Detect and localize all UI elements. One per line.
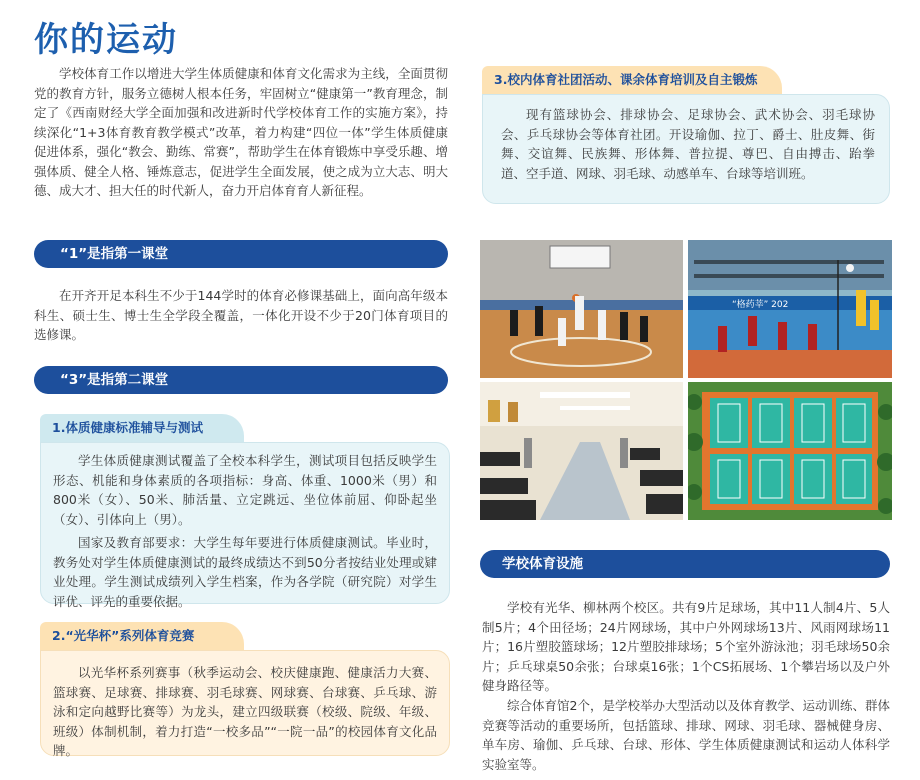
section-three-heading: “3”是指第二课堂: [34, 366, 448, 394]
sub2-heading: 2.“光华杯”系列体育竞赛: [40, 622, 244, 650]
facilities-paragraph-1: 学校有光华、柳林两个校区。共有9片足球场，其中11人制4片、5人制5片；4个田径场；24片网球场，其中户外网球场13片、风雨网球场11片；16片塑胶篮球场；12片塑胶排球场；5个室外游泳池；羽毛球场50余片；乒乓球桌50余张；台球桌16张；1个CS拓展场、1个攀岩场以及户外健身路径等。: [482, 600, 890, 693]
sub2-paragraph-1: 以光华杯系列赛事（秋季运动会、校庆健康跑、健康活力大赛、篮球赛、足球赛、排球赛、羽毛球赛、网球赛、台球赛、乒乓球、游泳和定向越野比赛等）为龙头，建立四级联赛（校级、院级、年级、班级）体制机制，着力打造“一校多品”“一院一品”的校园体育文化品牌。: [53, 665, 437, 758]
page-title: 你的运动: [34, 20, 178, 60]
section-one-heading: “1”是指第一课堂: [34, 240, 448, 268]
basketball-photo: [480, 240, 683, 378]
sub3-paragraph-1: 现有篮球协会、排球协会、足球协会、武术协会、羽毛球协会、乒乓球协会等体育社团。开设瑜伽、拉丁、爵士、肚皮舞、街舞、交谊舞、民族舞、形体舞、普拉提、尊巴、自由搏击、跆拳道、空手道、网球、羽毛球、动感单车、台球等培训班。: [501, 107, 875, 181]
section-one-text: 在开齐开足本科生不少于144学时的体育必修课基础上，面向高年级本科生、硕士生、博士生全学段全覆盖，一体化开设不少于20门体育项目的选修课。: [34, 288, 448, 342]
sub1-box: [40, 442, 450, 609]
sub3-box: [482, 94, 890, 204]
sub1-paragraph-1: 学生体质健康测试覆盖了全校本科学生，测试项目包括反映学生形态、机能和身体素质的各项指标：身高、体重、1000米（男）和800米（女）、50米、肺活量、立定跳远、坐位体前屈、仰卧起坐（女）、引体向上（男）。: [53, 453, 437, 527]
gym-photo: [480, 382, 683, 520]
sub1-heading: 1.体质健康标准辅导与测试: [40, 414, 244, 442]
volleyball-banner-text: “格药莘” 202: [732, 300, 789, 310]
sub2-box: [40, 650, 450, 756]
facilities-heading: 学校体育设施: [480, 550, 890, 578]
sub1-paragraph-2: 国家及教育部要求：大学生每年要进行体质健康测试。毕业时，教务处对学生体质健康测试的最终成绩达不到50分者按结业处理或肄业处理。学生测试成绩列入学生档案，作为各学院（研究院）对学生评优、评先的重要依据。: [53, 535, 437, 609]
sub3-heading: 3.校内体育社团活动、课余体育培训及自主锻炼: [482, 66, 782, 94]
facilities-paragraph-2: 综合体育馆2个，是学校举办大型活动以及体育教学、运动训练、群体竞赛等活动的重要场所，包括篮球、排球、网球、羽毛球、器械健身房、单车房、瑜伽、乒乓球、台球、形体、学生体质健康测试和运动人体科学实验室等。: [482, 698, 890, 772]
courts-aerial-photo: [688, 382, 892, 520]
intro-paragraph: 学校体育工作以增进大学生体质健康和体育文化需求为主线，全面贯彻党的教育方针，服务立德树人根本任务，牢固树立“健康第一”教育理念，制定了《西南财经大学全面加强和改进新时代学校体育工作的实施方案》，持续深化“1+3体育教育教学模式”改革，着力构建“四位一体”学生体质健康促进体系，强化“教会、勤练、常赛”，帮助学生在体育锻炼中享受乐趣、增强体质、健全人格、锤炼意志，促进学生全面发展，使之成为立大志、明大德、成大才、担大任的时代新人，奋力开启体育育人新征程。: [34, 66, 448, 198]
volleyball-photo: [688, 240, 892, 378]
